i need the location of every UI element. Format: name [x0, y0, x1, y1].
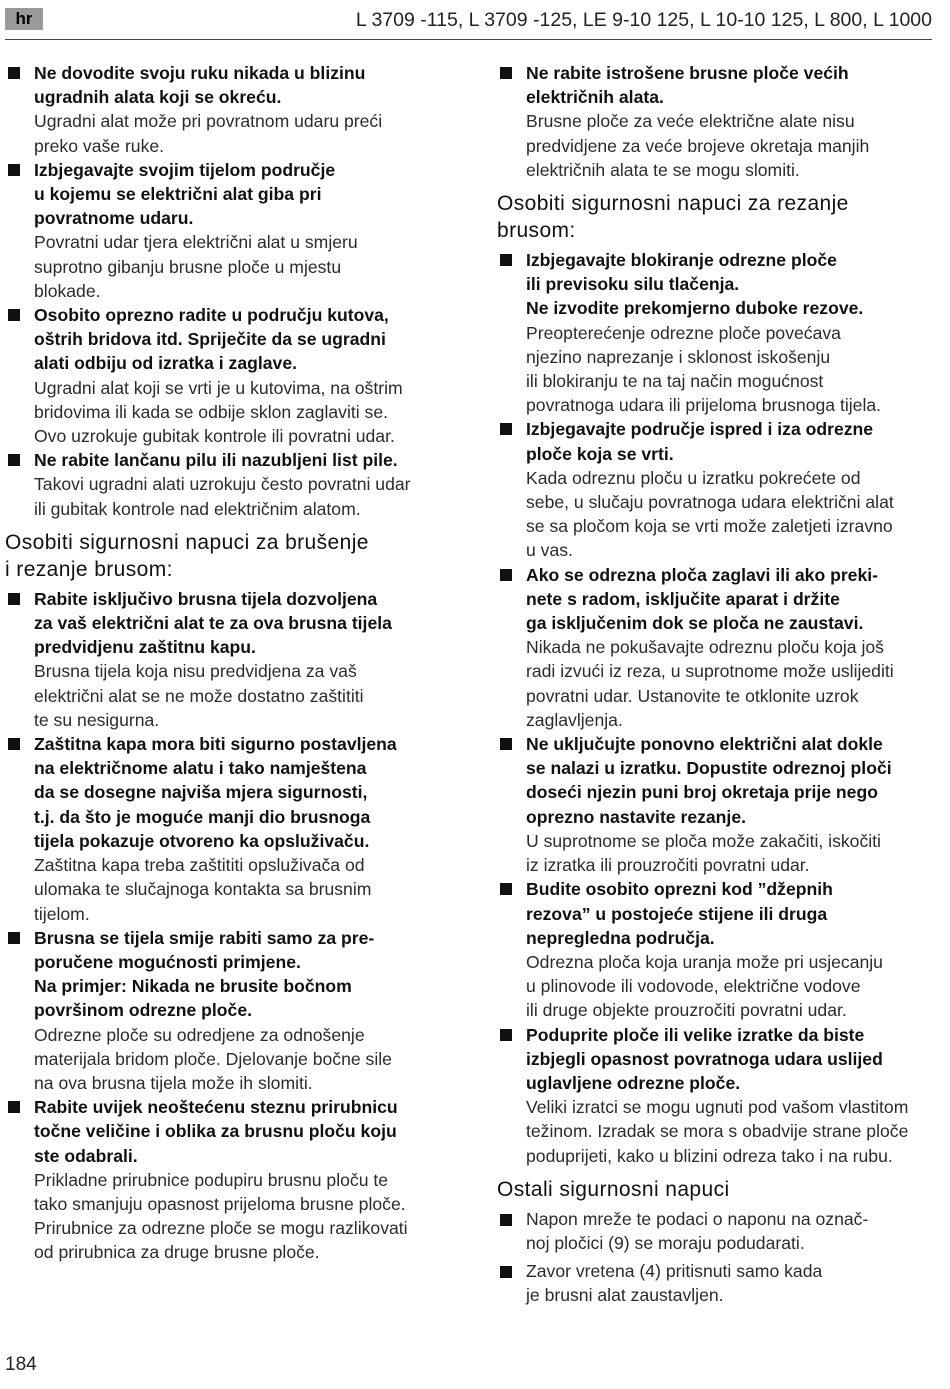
instruction-heading-line: se nalazi u izratku. Dopustite odreznoj ploči — [526, 758, 892, 779]
square-bullet-icon — [500, 883, 512, 895]
instruction-heading-line: Osobito oprezno radite u području kutova, — [34, 305, 389, 326]
instruction-heading-line: poručene mogućnosti primjene. — [34, 951, 301, 972]
safety-instruction-item — [5, 1095, 455, 1264]
instruction-body-line: od prirubnica za druge brusne ploče. — [34, 1242, 320, 1263]
instruction-body-line: Ugradni alat može pri povratnom udaru preći — [34, 111, 383, 132]
instruction-heading-line: Brusna se tijela smije rabiti samo za pre- — [34, 927, 375, 948]
instruction-body-line: materijala bridom ploče. Djelovanje bočne sile — [34, 1048, 392, 1069]
safety-instruction-item — [497, 877, 937, 1022]
instruction-body-line: Povratni udar tjera električni alat u smjeru — [34, 232, 358, 253]
instruction-heading-line: u kojemu se električni alat giba pri — [34, 184, 322, 205]
safety-instruction-item — [5, 926, 455, 1095]
safety-instruction-item — [5, 303, 455, 448]
right-items-2 — [497, 248, 937, 1168]
instruction-heading-line: da se dosegne najviša mjera sigurnosti, — [34, 782, 368, 803]
instruction-body-line: u vas. — [526, 540, 573, 561]
instruction-heading-line: Izbjegavajte blokiranje odrezne ploče — [526, 250, 837, 271]
instruction-body-line: se sa pločom koja se vrti može zaletjeti izravno — [526, 516, 893, 537]
left-items-1 — [5, 61, 455, 521]
instruction-body-line: Brusne ploče za veće električne alate nisu — [526, 111, 855, 132]
safety-instruction-item — [5, 732, 455, 926]
right-items-3 — [497, 1207, 937, 1308]
instruction-body-line: povratni udar. Ustanovite te otklonite uzrok — [526, 685, 859, 706]
square-bullet-icon — [500, 1214, 512, 1226]
instruction-body-line: U suprotnome se ploča može zakačiti, iskočiti — [526, 830, 881, 851]
instruction-heading-line: Rabite uvijek neoštećenu steznu prirubnicu — [34, 1097, 398, 1118]
safety-instruction-item — [497, 61, 937, 182]
instruction-heading-line: Ne izvodite prekomjerno duboke rezove. — [526, 298, 864, 319]
instruction-body-line: tijelom. — [34, 903, 90, 924]
section-heading-line: i rezanje brusom: — [5, 557, 173, 581]
square-bullet-icon — [8, 738, 20, 750]
instruction-body-line: Zavor vretena (4) pritisnuti samo kada — [526, 1261, 823, 1282]
left-items-2 — [5, 587, 455, 1265]
safety-instruction-item — [497, 248, 937, 417]
instruction-heading-line: Izbjegavajte svojim tijelom područje — [34, 159, 336, 180]
square-bullet-icon — [500, 254, 512, 266]
safety-instruction-item — [5, 587, 455, 732]
instruction-body-line: blokade. — [34, 280, 101, 301]
instruction-body-line: Takovi ugradni alati uzrokuju često povratni udar — [34, 474, 411, 495]
square-bullet-icon — [8, 1101, 20, 1113]
left-column — [5, 61, 455, 1265]
instruction-heading-line: površinom odrezne ploče. — [34, 1000, 253, 1021]
header-divider — [5, 39, 932, 40]
instruction-body-line: Preopterećenje odrezne ploče povećava — [526, 322, 841, 343]
safety-instruction-item — [5, 448, 455, 521]
instruction-heading-line: rezova” u postojeće stijene ili druga — [526, 903, 828, 924]
square-bullet-icon — [8, 932, 20, 944]
instruction-heading-line: Ne rabite istrošene brusne ploče većih — [526, 63, 849, 83]
safety-instruction-item — [497, 732, 937, 877]
square-bullet-icon — [8, 67, 20, 79]
right-items-1 — [497, 61, 937, 182]
instruction-heading-line: predvidjenu zaštitnu kapu. — [34, 637, 256, 658]
instruction-heading-line: električnih alata. — [526, 87, 664, 108]
instruction-heading-line: Na primjer: Nikada ne brusite bočnom — [34, 976, 352, 997]
safety-instruction-item — [497, 1207, 937, 1255]
header-model-list: L 3709 -115, L 3709 -125, LE 9-10 125, L 10-10 125, L 800, L 1000 — [355, 9, 932, 31]
instruction-body-line: Napon mreže te podaci o naponu na označ- — [526, 1208, 869, 1229]
safety-instruction-item — [497, 1023, 937, 1168]
instruction-body-line: Brusna tijela koja nisu predvidjena za vaš — [34, 661, 357, 682]
square-bullet-icon — [8, 593, 20, 605]
safety-instruction-item — [5, 61, 455, 158]
instruction-body-line: je brusni alat zaustavljen. — [526, 1285, 724, 1306]
square-bullet-icon — [500, 423, 512, 435]
section-heading-line: Osobiti sigurnosni napuci za rezanje — [497, 192, 849, 216]
instruction-body-line: Nikada ne pokušavajte odreznu ploču koja još — [526, 637, 884, 658]
instruction-heading-line: uglavljene odrezne ploče. — [526, 1072, 741, 1093]
instruction-heading-line: ili previsoku silu tlačenja. — [526, 274, 740, 295]
instruction-body-line: bridovima ili kada se odbije sklon zaglaviti se. — [34, 401, 389, 422]
instruction-body-line: ili gubitak kontrole nad električnim alatom. — [34, 498, 361, 519]
section-heading-line: Ostali sigurnosni napuci — [497, 1177, 730, 1201]
safety-instruction-item — [497, 1259, 937, 1307]
instruction-body-line: težinom. Izradak se mora s obadvije strane ploče — [526, 1121, 909, 1142]
instruction-heading-line: tijela pokazuje otvoreno ka opsluživaču. — [34, 830, 370, 851]
instruction-heading-line: ga isključenim dok se ploča ne zaustavi. — [526, 613, 864, 634]
square-bullet-icon — [8, 454, 20, 466]
instruction-heading-line: Ne dovodite svoju ruku nikada u blizinu — [34, 63, 366, 83]
instruction-body-line: ili blokiranju te na taj način mogućnost — [526, 371, 824, 392]
section-heading-grinding — [5, 529, 455, 583]
right-column — [497, 61, 937, 1308]
instruction-heading-line: oprezno nastavite rezanje. — [526, 806, 746, 827]
instruction-body-line: preko vaše ruke. — [34, 135, 165, 156]
instruction-heading-line: nete s radom, isključite aparat i držite — [526, 588, 840, 609]
instruction-heading-line: Zaštitna kapa mora biti sigurno postavljena — [34, 734, 397, 755]
instruction-body-line: iz izratka ili prouzročiti povratni udar. — [526, 855, 810, 876]
instruction-heading-line: za vaš električni alat te za ova brusna tijela — [34, 613, 392, 634]
instruction-body-line: Prikladne prirubnice podupiru brusnu ploču te — [34, 1169, 389, 1190]
instruction-body-line: suprotno gibanju brusne ploče u mjestu — [34, 256, 342, 277]
instruction-body-line: Ovo uzrokuje gubitak kontrole ili povratni udar. — [34, 426, 395, 447]
instruction-body-line: Zaštitna kapa treba zaštititi opsluživača od — [34, 855, 365, 876]
instruction-heading-line: točne veličine i oblika za brusnu ploču koju — [34, 1121, 397, 1142]
square-bullet-icon — [8, 164, 20, 176]
language-badge: hr — [5, 8, 43, 30]
instruction-heading-line: Ne rabite lančanu pilu ili nazubljeni list pile. — [34, 450, 398, 471]
instruction-body-line: Veliki izratci se mogu ugnuti pod vašom vlastitom — [526, 1097, 909, 1118]
instruction-body-line: povratnoga udara ili prijeloma brusnoga tijela. — [526, 395, 882, 416]
instruction-body-line: tako smanjuju opasnost prijeloma brusne ploče. — [34, 1193, 406, 1214]
instruction-heading-line: izbjegli opasnost povratnoga udara uslijed — [526, 1048, 883, 1069]
safety-instruction-item — [497, 417, 937, 562]
instruction-body-line: električnih alata te se mogu slomiti. — [526, 159, 800, 180]
instruction-heading-line: na električnome alatu i tako namještena — [34, 758, 367, 779]
instruction-heading-line: ste odabrali. — [34, 1145, 138, 1166]
instruction-body-line: Odrezne ploče su odredjene za odnošenje — [34, 1024, 365, 1045]
instruction-heading-line: Izbjegavajte područje ispred i iza odrezne — [526, 419, 874, 440]
instruction-body-line: radi izvući iz reza, u suprotnome može uslijediti — [526, 661, 894, 682]
square-bullet-icon — [500, 738, 512, 750]
instruction-heading-line: oštrih bridova itd. Spriječite da se ugradni — [34, 329, 386, 350]
instruction-body-line: Ugradni alat koji se vrti je u kutovima, na oštrim — [34, 377, 403, 398]
section-heading-cutting — [497, 190, 937, 244]
section-heading-other — [497, 1176, 937, 1203]
instruction-heading-line: doseći njezin puni broj okretaja prije nego — [526, 782, 878, 803]
instruction-body-line: zaglavljenja. — [526, 709, 623, 730]
instruction-body-line: sebe, u slučaju povratnoga udara električni alat — [526, 492, 894, 513]
instruction-body-line: ili druge objekte prouzročiti povratni udar. — [526, 1000, 847, 1021]
safety-instruction-item — [5, 158, 455, 303]
instruction-body-line: Odrezna ploča koja uranja može pri usjecanju — [526, 951, 883, 972]
instruction-heading-line: povratnome udaru. — [34, 208, 194, 229]
square-bullet-icon — [500, 67, 512, 79]
instruction-body-line: Kada odreznu ploču u izratku pokrećete od — [526, 467, 861, 488]
instruction-heading-line: alati odbiju od izratka i zaglave. — [34, 353, 297, 374]
instruction-body-line: poduprijeti, kako u blizini odreza tako i na rubu. — [526, 1145, 893, 1166]
square-bullet-icon — [500, 569, 512, 581]
instruction-body-line: ulomaka te slučajnoga kontakta sa brusnim — [34, 879, 372, 900]
instruction-body-line: njezino naprezanje i sklonost iskošenju — [526, 346, 831, 367]
instruction-heading-line: ugradnih alata koji se okreću. — [34, 87, 282, 108]
instruction-heading-line: Ne uključujte ponovno električni alat dokle — [526, 734, 883, 755]
instruction-body-line: noj pločici (9) se moraju podudarati. — [526, 1232, 805, 1253]
section-heading-line: Osobiti sigurnosni napuci za brušenje — [5, 530, 369, 554]
instruction-body-line: u plinovode ili vodovode, električne vodove — [526, 976, 861, 997]
instruction-heading-line: Budite osobito oprezni kod ”džepnih — [526, 879, 833, 900]
safety-instruction-item — [497, 563, 937, 732]
instruction-body-line: na ova brusna tijela može ih slomiti. — [34, 1072, 313, 1093]
instruction-body-line: električni alat se ne može dostatno zaštititi — [34, 685, 364, 706]
page-number: 184 — [5, 1354, 37, 1375]
instruction-heading-line: nepregledna područja. — [526, 927, 715, 948]
instruction-heading-line: ploče koja se vrti. — [526, 443, 674, 464]
instruction-heading-line: Ako se odrezna ploča zaglavi ili ako preki- — [526, 564, 878, 585]
square-bullet-icon — [500, 1266, 512, 1278]
instruction-body-line: Prirubnice za odrezne ploče se mogu razlikovati — [34, 1218, 408, 1239]
instruction-heading-line: Rabite isključivo brusna tijela dozvoljena — [34, 588, 378, 609]
square-bullet-icon — [500, 1029, 512, 1041]
instruction-body-line: te su nesigurna. — [34, 709, 160, 730]
instruction-heading-line: Poduprite ploče ili velike izratke da biste — [526, 1024, 865, 1045]
instruction-heading-line: t.j. da što je moguće manji dio brusnoga — [34, 806, 371, 827]
instruction-body-line: predvidjene za veće brojeve okretaja manjih — [526, 135, 870, 156]
square-bullet-icon — [8, 309, 20, 321]
section-heading-line: brusom: — [497, 219, 576, 243]
